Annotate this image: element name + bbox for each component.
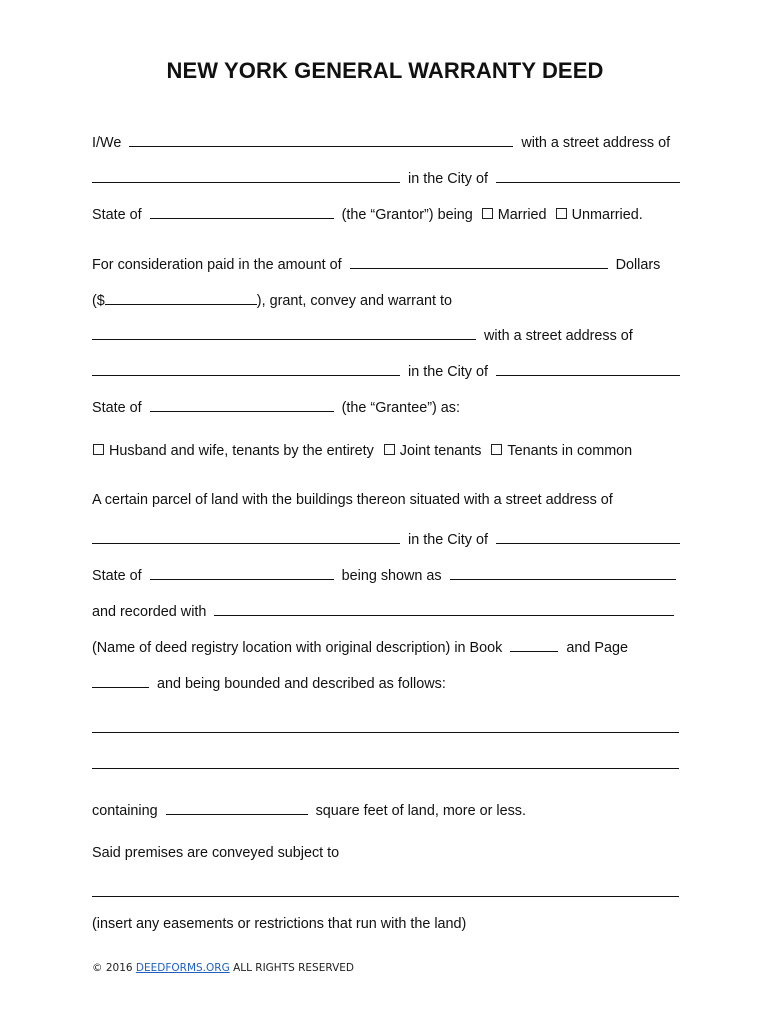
description-line-2[interactable] xyxy=(92,768,679,769)
easements-field[interactable] xyxy=(92,896,679,897)
grantee-street-label: with a street address of xyxy=(484,328,633,344)
tenants-common-checkbox[interactable] xyxy=(491,444,502,455)
grantor-name-field[interactable] xyxy=(129,131,513,147)
page-title: NEW YORK GENERAL WARRANTY DEED xyxy=(166,58,604,83)
dollar-open-label: ($ xyxy=(92,293,105,309)
iwe-label: I/We xyxy=(92,135,122,151)
deedforms-link[interactable]: DEEDFORMS.ORG xyxy=(135,962,230,974)
city-label: in the City of xyxy=(408,171,488,187)
description-line-1[interactable] xyxy=(92,732,679,733)
recorded-line xyxy=(92,600,674,620)
grantor-state-field[interactable] xyxy=(150,203,334,219)
containing-line xyxy=(92,799,526,819)
grant-convey-label: ), grant, convey and warrant to xyxy=(256,293,452,309)
grantee-city-label: in the City of xyxy=(408,364,488,380)
parcel-address-line xyxy=(92,528,680,548)
footer xyxy=(92,962,354,974)
subject-to-label: Said premises are conveyed subject to xyxy=(92,845,340,861)
parcel-city-label: in the City of xyxy=(408,532,488,548)
rights-text: ALL RIGHTS RESERVED xyxy=(233,962,354,974)
grantor-address-line xyxy=(92,167,680,187)
grantor-city-field[interactable] xyxy=(496,167,680,183)
parcel-street-field[interactable] xyxy=(92,528,400,544)
page-label: and Page xyxy=(566,640,628,656)
consideration-words-field[interactable] xyxy=(350,253,608,269)
dollars-label: Dollars xyxy=(615,257,661,273)
parcel-city-field[interactable] xyxy=(496,528,680,544)
book-field[interactable] xyxy=(510,636,558,652)
married-checkbox[interactable] xyxy=(482,208,493,219)
consideration-line xyxy=(92,253,660,273)
parcel-state-field[interactable] xyxy=(150,564,334,580)
grantee-name-field[interactable] xyxy=(92,324,476,340)
tenants-common-label: Tenants in common xyxy=(507,443,633,459)
subject-to-line xyxy=(92,845,339,865)
square-feet-label: square feet of land, more or less. xyxy=(315,803,526,819)
grantee-state-line xyxy=(92,396,460,416)
street-address-label: with a street address of xyxy=(521,135,671,151)
grantee-street-field[interactable] xyxy=(92,360,400,376)
grantor-street-field[interactable] xyxy=(92,167,400,183)
amount-line xyxy=(92,289,452,309)
grantee-name-line xyxy=(92,324,633,344)
square-feet-field[interactable] xyxy=(166,799,308,815)
copyright-text: © 2016 xyxy=(92,962,133,974)
married-label: Married xyxy=(497,207,547,223)
grantee-state-label: State of xyxy=(92,400,142,416)
grantee-address-line xyxy=(92,360,680,380)
shown-as-label: being shown as xyxy=(341,568,442,584)
registry-book-label: (Name of deed registry location with original description) in Book xyxy=(92,640,503,656)
easements-line xyxy=(92,916,466,936)
joint-tenants-label: Joint tenants xyxy=(399,443,482,459)
grantee-state-field[interactable] xyxy=(150,396,334,412)
grantor-being-label: (the “Grantor”) being xyxy=(341,207,473,223)
registry-line xyxy=(92,636,628,656)
recorded-with-label: and recorded with xyxy=(92,604,207,620)
grantee-as-label: (the “Grantee”) as: xyxy=(341,400,460,416)
parcel-line xyxy=(92,492,613,512)
state-label: State of xyxy=(92,207,142,223)
grantor-state-line xyxy=(92,203,643,223)
containing-label: containing xyxy=(92,803,158,819)
parcel-state-line xyxy=(92,564,676,584)
easements-label: (insert any easements or restrictions that run with the land) xyxy=(92,916,467,932)
grantor-name-line xyxy=(92,131,670,151)
husband-wife-checkbox[interactable] xyxy=(93,444,104,455)
registry-field[interactable] xyxy=(214,600,674,616)
joint-tenants-checkbox[interactable] xyxy=(384,444,395,455)
consideration-amount-field[interactable] xyxy=(105,289,257,305)
shown-as-field[interactable] xyxy=(450,564,676,580)
bounded-line xyxy=(92,672,446,692)
unmarried-label: Unmarried. xyxy=(571,207,643,223)
parcel-state-label: State of xyxy=(92,568,142,584)
page-field[interactable] xyxy=(92,672,149,688)
unmarried-checkbox[interactable] xyxy=(556,208,567,219)
tenancy-line xyxy=(92,443,632,463)
parcel-label: A certain parcel of land with the buildings thereon situated with a street address of xyxy=(92,492,613,508)
bounded-label: and being bounded and described as follows: xyxy=(157,676,446,692)
husband-wife-label: Husband and wife, tenants by the entirety xyxy=(109,443,374,459)
grantee-city-field[interactable] xyxy=(496,360,680,376)
consideration-label: For consideration paid in the amount of xyxy=(92,257,342,273)
